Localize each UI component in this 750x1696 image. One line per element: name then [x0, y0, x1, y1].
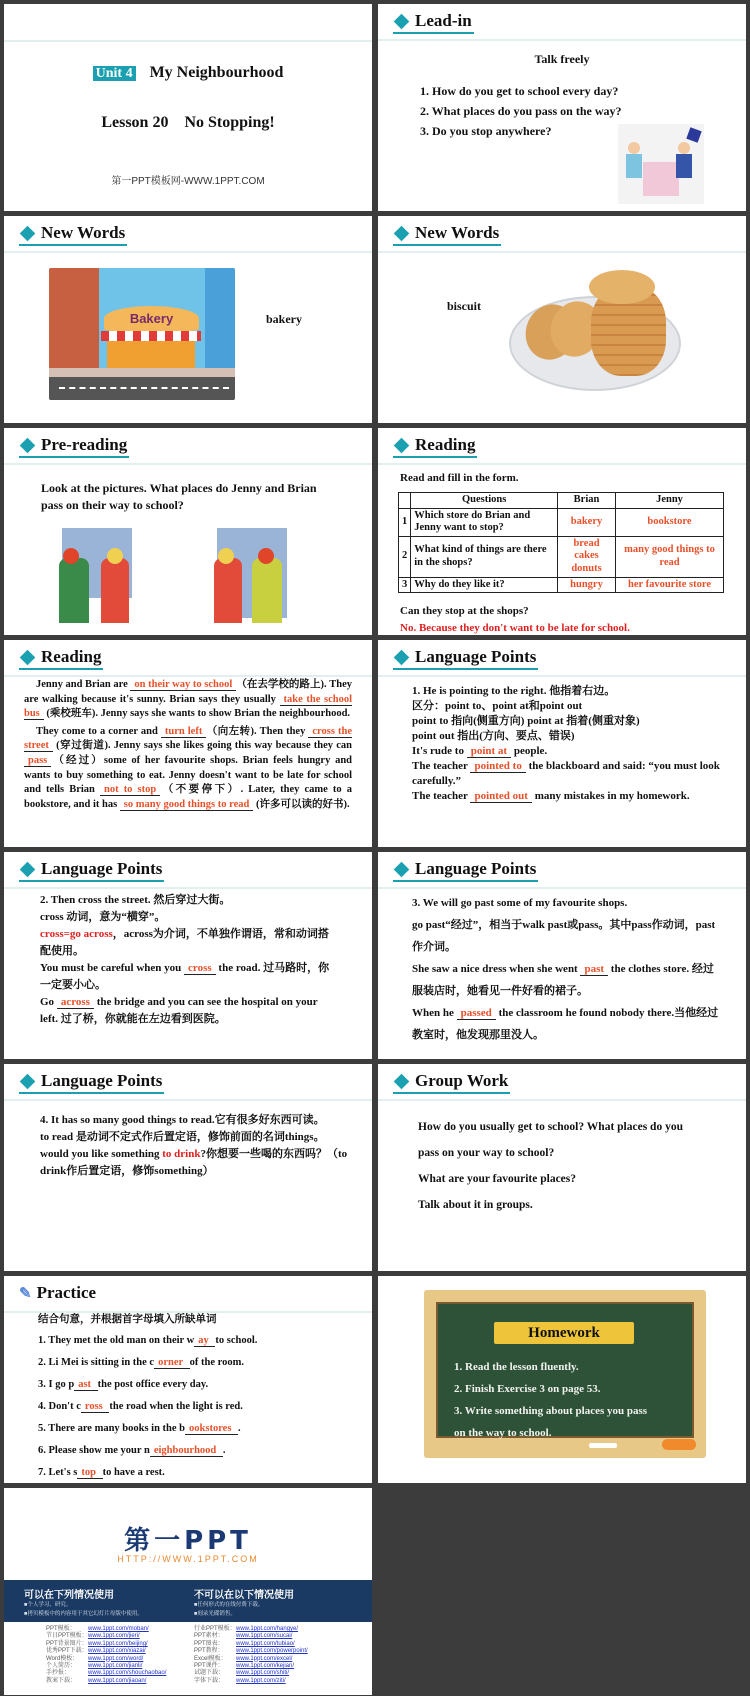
content-line	[40, 909, 332, 926]
text-segment: 1. He is pointing to the right. 他指着右边。	[412, 685, 616, 697]
text-segment: They come to a corner and	[36, 725, 161, 737]
text-segment: to have a rest.	[102, 1467, 165, 1478]
link-label: 手抄报：	[46, 1670, 71, 1677]
answer-blank: passed	[457, 1007, 496, 1020]
prompt-text: Look at the pictures. What places do Jenny and Brian pass on their way to school?	[41, 481, 317, 512]
question: 1. How do you get to school every day?	[420, 84, 619, 98]
text-segment: ?你想要一些喝的东西吗？（to drink作后置定语，修饰something）	[40, 1148, 348, 1177]
slide-pre-reading[interactable]	[4, 428, 372, 635]
pencil-icon: ✎	[19, 1285, 32, 1302]
slide-practice[interactable]	[4, 1276, 372, 1483]
diamond-icon	[394, 225, 410, 241]
text-segment: 3. I go p	[38, 1379, 75, 1390]
content-line	[40, 994, 332, 1028]
slide-language-points-1[interactable]	[378, 640, 746, 847]
text-segment: Jenny and Brian are	[36, 679, 131, 690]
header-jenny: Jenny	[616, 493, 724, 509]
1ppt-logo: 第一PPT	[124, 1526, 252, 1556]
text-segment: （不要停下）. Later, they came to a bookstore, and it has	[24, 784, 352, 810]
content-line	[40, 960, 332, 994]
link[interactable]: www.1ppt.com/shiti/	[236, 1670, 290, 1677]
link-label: PPT素材：	[194, 1633, 224, 1640]
prompt-line: Talk about it in groups.	[418, 1199, 533, 1211]
text-segment: 7. Let's s	[38, 1467, 78, 1478]
link[interactable]: www.1ppt.com/hangye/	[236, 1626, 299, 1632]
answer-blank: across	[57, 996, 94, 1009]
lesson-title: Lesson 20 No Stopping!	[101, 114, 275, 131]
text-segment: （在去学校的路上). They are walking because it's sunny. Brian says they usually	[24, 679, 352, 705]
answer-blank: not to stop	[100, 784, 160, 796]
can-use-title: 可以在下列情况使用	[24, 1590, 114, 1601]
answer-blank: ay	[194, 1335, 215, 1347]
link-row	[194, 1678, 308, 1685]
text-segment: 区分：point to、point at和point out	[412, 700, 583, 712]
content-line	[38, 1396, 362, 1418]
text-segment: of the room.	[189, 1357, 244, 1368]
text-segment: .	[222, 1445, 226, 1456]
link[interactable]: www.1ppt.com/jiaoan/	[88, 1677, 147, 1684]
link-label: 教案下载：	[46, 1677, 77, 1684]
kids-at-bookstore-image	[214, 528, 289, 628]
slide-heading: Pre-reading	[41, 435, 128, 454]
content-line	[40, 926, 332, 960]
slide-heading: Reading	[41, 647, 102, 666]
eraser	[662, 1439, 696, 1450]
homework-item: 2. Finish Exercise 3 on page 53.	[454, 1383, 601, 1395]
table-row: 2 What kind of things are there in the shops? bread cakes donuts many good things to read	[399, 536, 724, 577]
text-segment: 4. Don't c	[38, 1401, 81, 1412]
link[interactable]: www.1ppt.com/kejian/	[236, 1663, 295, 1670]
divider	[4, 40, 372, 42]
homework-title: Homework	[494, 1322, 634, 1344]
slide-heading: Language Points	[41, 1071, 163, 1090]
bakery-sign: Bakery	[104, 306, 199, 331]
diamond-icon	[394, 861, 410, 877]
content-line	[412, 914, 724, 958]
text-segment: 6. Please show me your n	[38, 1445, 150, 1456]
content-line	[412, 684, 728, 699]
answer-blank: eighbourhood	[150, 1445, 223, 1457]
content-line	[38, 1330, 362, 1352]
chalkboard	[424, 1290, 706, 1458]
text-segment: You must be careful when you	[40, 962, 185, 974]
slide-lead-in[interactable]	[378, 4, 746, 211]
content-line	[38, 1352, 362, 1374]
slide-language-points-4[interactable]	[4, 1064, 372, 1271]
slide-new-words-biscuit[interactable]	[378, 216, 746, 423]
link-label: PPT课件：	[194, 1663, 224, 1670]
diamond-icon	[20, 437, 36, 453]
text-segment: the road when the light is red.	[109, 1401, 243, 1412]
answer-blank: take the school bus	[24, 693, 353, 720]
text-segment: 2. Li Mei is sitting in the c	[38, 1357, 155, 1368]
reading-table	[398, 492, 724, 593]
text-segment: would you like something	[40, 1148, 163, 1160]
diamond-icon	[20, 1073, 36, 1089]
slide-homework[interactable]	[378, 1276, 746, 1483]
answer-blank: ross	[81, 1401, 110, 1413]
slide-heading: New Words	[41, 223, 126, 242]
answer-blank: pointed to	[470, 760, 525, 773]
highlight-text: cross=go across	[40, 928, 113, 940]
text-segment: cross 动词，意为“横穿”。	[40, 911, 166, 923]
answer-blank: ookstores	[185, 1423, 238, 1435]
text-segment: （向左转). Then they	[206, 725, 309, 737]
prompt-line: What are your favourite places?	[418, 1173, 577, 1185]
text-segment: When he	[412, 1007, 457, 1019]
text-segment: She saw a nice dress when she went	[412, 963, 581, 975]
link-row	[194, 1670, 308, 1677]
text-segment: the road. 过马路时，你一定要小心。	[40, 962, 330, 991]
text-segment: the clothes store. 经过服装店时，她看见一件好看的裙子。	[412, 963, 714, 997]
diamond-icon	[394, 1073, 410, 1089]
slide-group-work[interactable]	[378, 1064, 746, 1271]
text-segment: (穿过街道). Jenny says she likes going this way because they can	[52, 740, 352, 752]
link-row	[46, 1656, 166, 1663]
biscuit-image	[506, 266, 686, 406]
slide-heading: Language Points	[41, 859, 163, 878]
diamond-icon	[394, 437, 410, 453]
slide-title[interactable]	[4, 4, 372, 211]
link-label: Word模板：	[46, 1655, 79, 1662]
link-label: 试题下载：	[194, 1670, 225, 1677]
link[interactable]: www.1ppt.com/excel/	[236, 1655, 293, 1662]
diamond-icon	[20, 225, 36, 241]
slide-heading: Lead-in	[415, 11, 472, 30]
answer-blank: top	[77, 1467, 102, 1479]
text-segment: The teacher	[412, 790, 471, 802]
vocab-word: bakery	[266, 312, 302, 326]
content	[40, 1112, 350, 1271]
paragraph	[24, 725, 352, 813]
header-brian: Brian	[558, 493, 616, 509]
link-row	[46, 1670, 166, 1677]
link-row	[46, 1648, 166, 1655]
link[interactable]: www.1ppt.com/shouchaobao/	[88, 1670, 167, 1677]
slide-new-words-bakery[interactable]	[4, 216, 372, 423]
content	[412, 684, 728, 847]
slide-heading: Reading	[415, 435, 476, 454]
text-segment: 5. There are many books in the b	[38, 1423, 186, 1434]
content-line	[412, 729, 728, 744]
prompt-line: How do you usually get to school? What places do you pass on your way to school?	[418, 1121, 683, 1159]
answer-blank: point at	[467, 745, 511, 758]
link[interactable]: www.1ppt.com/tubiao/	[236, 1640, 295, 1647]
text-segment: the post office every day.	[97, 1379, 209, 1390]
answer: No. Because they don't want to be late for school.	[400, 622, 630, 634]
answer-blank: cross the street	[24, 725, 352, 752]
subtitle: Talk freely	[534, 52, 590, 66]
answer-blank: ast	[74, 1379, 97, 1391]
content	[412, 892, 724, 1059]
link-label: 优秀PPT下载：	[46, 1648, 88, 1655]
table-header-row	[399, 493, 724, 509]
text-segment: 2. Then cross the street. 然后穿过大街。	[40, 894, 231, 906]
answer-blank: pointed out	[470, 790, 532, 803]
question: 3. Do you stop anywhere?	[420, 124, 552, 138]
homework-item: 1. Read the lesson fluently.	[454, 1361, 579, 1373]
link-row	[194, 1656, 308, 1663]
content-line	[38, 1462, 362, 1483]
diamond-icon	[20, 861, 36, 877]
text-segment: It's rude to	[412, 745, 467, 757]
text-segment: 1. They met the old man on their w	[38, 1335, 195, 1346]
text-segment: Go	[40, 996, 57, 1008]
text-segment: the blackboard and said: “you must look carefully.”	[412, 760, 720, 787]
text-segment: （经过）some of her favourite shops. Brian feels hungry and wants to buy something to eat. Jenny doesn't want to be late for school and tells Brian	[24, 754, 352, 796]
link[interactable]: www.1ppt.com/word/	[88, 1655, 144, 1662]
answer-blank: cross	[184, 962, 216, 975]
link[interactable]: www.1ppt.com/ziti/	[236, 1677, 286, 1684]
content-line	[412, 744, 728, 759]
content-line	[412, 759, 728, 789]
homework-item: 3. Write something about places you pass	[454, 1405, 648, 1417]
slide-heading: Practice	[36, 1283, 97, 1302]
text-segment: The teacher	[412, 760, 471, 772]
link-label: 节日PPT模板：	[46, 1633, 88, 1640]
slide-language-points-2[interactable]	[4, 852, 372, 1059]
diamond-icon	[394, 649, 410, 665]
link-label: PPT教程：	[194, 1648, 224, 1655]
bakery-image	[49, 268, 235, 400]
link-label: PPT模板：	[46, 1626, 76, 1632]
text-segment: (许多可以读的好书).	[253, 798, 350, 810]
links-left	[46, 1626, 166, 1685]
link[interactable]: www.1ppt.com/sucai/	[236, 1633, 293, 1640]
content-line	[412, 1002, 724, 1046]
homework-list	[454, 1356, 647, 1444]
content	[40, 892, 332, 1059]
slide-reading-text[interactable]	[4, 640, 372, 847]
diamond-icon	[394, 13, 410, 29]
header-questions: Questions	[411, 493, 558, 509]
content-line	[412, 714, 728, 729]
diamond-icon	[20, 649, 36, 665]
unit-title: My Neighbourhood	[149, 64, 284, 81]
answer-blank: orner	[154, 1357, 190, 1369]
text-segment: the classroom he found nobody there.当他经过教室时，他发现那里没人。	[412, 1007, 719, 1041]
content-line	[412, 958, 724, 1002]
content-line	[38, 1374, 362, 1396]
question: Can they stop at the shops?	[400, 605, 529, 617]
slide-heading: Group Work	[415, 1071, 509, 1090]
logo-url: HTTP://WWW.1PPT.COM	[117, 1554, 259, 1564]
slide-language-points-3[interactable]	[378, 852, 746, 1059]
instruction: 结合句意，并根据首字母填入所缺单词	[38, 1314, 217, 1325]
answer-blank: turn left	[161, 726, 206, 738]
link-row	[194, 1633, 308, 1640]
vocab-word: biscuit	[447, 299, 482, 313]
slide-heading: New Words	[415, 223, 500, 242]
text-segment: (乘校班车). Jenny says she wants to show Brian the neighbourhood.	[43, 708, 351, 720]
link[interactable]: www.1ppt.com/powerpoint/	[236, 1648, 308, 1655]
answer-blank: so many good things to read	[120, 799, 254, 811]
link-label: Excel模板：	[194, 1655, 227, 1662]
table-row: 3 Why do they like it? hungry her favourite store	[399, 577, 724, 593]
answer-blank: pass	[24, 755, 51, 767]
text-segment: go past“经过”，相当于walk past或pass。其中pass作动词，past作介词。	[412, 919, 716, 953]
slide-promo[interactable]	[4, 1488, 372, 1695]
table-row: 1 Which store do Brian and Jenny want to stop? bakery bookstore	[399, 508, 724, 536]
usage-band: 可以在下列情况使用 ■个人学习、研究。 ■拷贝模板中的内容用于其它幻灯片母版中使用。 不可以在以下情况使用 ■任何形式的在线付费下载。 ■刻录光碟销售。	[4, 1580, 372, 1622]
paragraph	[24, 678, 352, 722]
link[interactable]: www.1ppt.com/xiazai/	[88, 1648, 146, 1655]
link[interactable]: www.1ppt.com/jieri/	[88, 1633, 140, 1640]
slide-reading-form[interactable]	[378, 428, 746, 635]
content-line	[412, 892, 724, 914]
content-line	[40, 892, 332, 909]
unit-badge: Unit 4	[93, 66, 136, 81]
link-row	[194, 1648, 308, 1655]
text-segment: ，across为介词，不单独作谓语，常和动词搭配使用。	[40, 928, 329, 957]
text-segment: .	[238, 1423, 241, 1434]
site-label: 第一PPT模板网-WWW.1PPT.COM	[111, 176, 265, 187]
content-line	[412, 699, 728, 714]
text-segment: many mistakes in my homework.	[531, 790, 690, 802]
text-segment: people.	[511, 745, 548, 757]
link[interactable]: www.1ppt.com/beijing/	[88, 1640, 148, 1647]
empty-cell	[378, 1488, 746, 1695]
unit-line	[4, 64, 372, 82]
link-label: 个人简历：	[46, 1663, 77, 1670]
content-line	[40, 1146, 350, 1180]
slide-heading: Language Points	[415, 647, 537, 666]
instruction: Read and fill in the form.	[400, 472, 519, 484]
link-label: 字体下载：	[194, 1677, 225, 1684]
text-segment: to read 是动词不定式作后置定语，修饰前面的名词things。	[40, 1131, 325, 1143]
content-line	[38, 1418, 362, 1440]
content-line	[38, 1440, 362, 1462]
slide-header	[378, 4, 746, 41]
link[interactable]: www.1ppt.com/moban/	[88, 1626, 149, 1632]
text-segment: point out 指出(方向、要点、错误)	[412, 730, 575, 742]
text-segment: 4. It has so many good things to read.它有很多好东西可读。	[40, 1114, 325, 1126]
content-line	[40, 1129, 350, 1146]
cannot-use-title: 不可以在以下情况使用	[194, 1590, 294, 1601]
text-segment: to school.	[215, 1335, 258, 1346]
links-right	[194, 1626, 308, 1685]
answer-blank: on their way to school	[130, 679, 236, 691]
link-row	[46, 1678, 166, 1685]
content-line	[412, 789, 728, 804]
children-school-illustration	[618, 124, 704, 204]
content-line	[40, 1112, 350, 1129]
question-list	[420, 81, 621, 141]
highlight-text: to drink	[162, 1148, 201, 1160]
question: 2. What places do you pass on the way?	[420, 104, 622, 118]
link-label: 行业PPT模板：	[194, 1626, 236, 1632]
exercise-list	[38, 1330, 362, 1483]
text-segment: the bridge and you can see the hospital on your left. 过了桥，你就能在左边看到医院。	[40, 996, 318, 1025]
chalk	[589, 1443, 617, 1448]
link[interactable]: www.1ppt.com/jianli/	[88, 1663, 143, 1670]
slide-heading: Language Points	[415, 859, 537, 878]
kids-at-bakery-image	[59, 528, 134, 628]
answer-blank: past	[580, 963, 608, 976]
homework-item: on the way to school.	[454, 1427, 552, 1439]
text-segment: 3. We will go past some of my favourite shops.	[412, 897, 628, 909]
link-label: PPT图表：	[194, 1640, 224, 1647]
text-segment: point to 指向(侧重方向) point at 指着(侧重对象)	[412, 715, 640, 727]
link-row	[46, 1633, 166, 1640]
link-label: PPT背景图片：	[46, 1640, 88, 1647]
